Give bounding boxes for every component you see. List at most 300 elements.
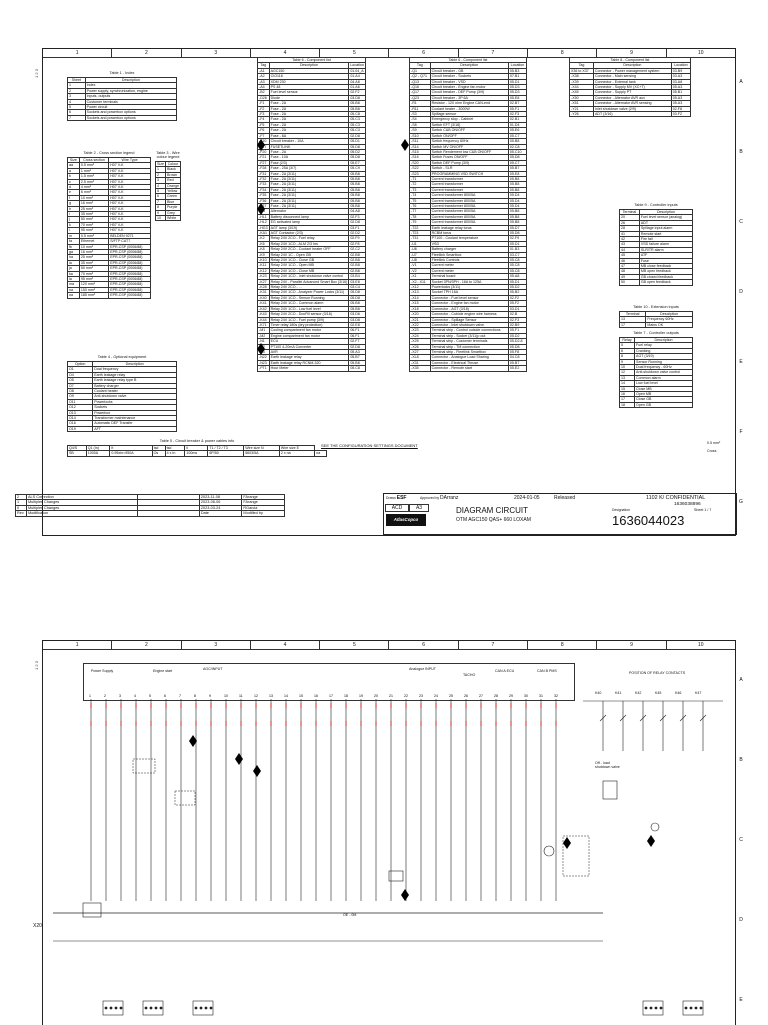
terminal-marker — [301, 703, 302, 708]
table-cell: 95 mm² — [79, 228, 108, 233]
terminal-marker — [121, 703, 122, 708]
table-cell: Connector - AGT (3/18) — [430, 306, 508, 311]
terminal-marker — [436, 703, 437, 708]
revision-cell: 1 — [16, 500, 27, 505]
table-cell: -X14 — [410, 295, 431, 300]
revision-cell: Date — [199, 511, 242, 516]
table-cell: 05.B8 — [508, 176, 526, 181]
table-cell: H07 V-K — [109, 195, 151, 200]
table-cell: O14 — [68, 416, 93, 421]
table-cell: 05.B8 — [349, 306, 366, 311]
relay-label: K47 — [695, 691, 702, 695]
table-cell: 04.A8 — [349, 79, 366, 84]
terminal-number: 10 — [224, 694, 228, 698]
table-cell: Switch Fuses ON/OFF — [430, 155, 508, 160]
terminal-marker — [301, 721, 302, 726]
table-cell: 05.B8 — [349, 182, 366, 187]
table-cell: -Q23 — [410, 95, 431, 100]
table-cell: Connector - Cubicle engine wire harness — [430, 312, 508, 317]
table-cell: Fuse (2/3) — [269, 160, 349, 165]
table-cell: -T1 — [410, 176, 431, 181]
table-cell: H07 V-K — [109, 179, 151, 184]
table-index — [67, 77, 177, 121]
table-cell: Mains OK — [646, 322, 693, 327]
table-cell: EPR-CSP (0006/88) — [109, 266, 151, 271]
table-cell: -F10 — [258, 139, 270, 144]
row-letter: D — [739, 917, 743, 923]
table-cell: Power circuit — [85, 105, 176, 110]
table-cell: Terminal strip - Socket (3/11)p out — [430, 333, 508, 338]
group-can-b: CAN B PMS — [537, 669, 557, 673]
table-header-cell: Size — [68, 158, 80, 163]
table-controller-inputs — [619, 209, 693, 286]
table-cell: Relay 24V 1CO - Low fuel level — [269, 306, 349, 311]
table-cell: 05.F1 — [508, 106, 526, 111]
table-breaker-title: Table 5 - Circuit breaker & power cables info — [159, 439, 235, 443]
terminal-marker — [226, 721, 227, 726]
table-cell: Connector - Fuel level sensor — [430, 295, 508, 300]
table-cell: -S14 — [410, 144, 431, 149]
table-cell: -T2 — [410, 182, 431, 187]
terminal-number: 4 — [134, 694, 136, 698]
table-cell: 05.D8 — [349, 290, 366, 295]
table-cell: 18 — [620, 402, 635, 407]
terminal-screw — [650, 1007, 653, 1010]
terminal-marker — [526, 721, 527, 726]
lamp-symbol — [651, 823, 659, 831]
table-cell: Fuse - 2A (3/11) — [269, 176, 349, 181]
table-cell: -X24 — [410, 333, 431, 338]
table-cell: -T22 — [410, 225, 431, 230]
column-number: 2 — [112, 49, 181, 57]
table-cell: O7 — [68, 383, 93, 388]
relay-contacts-title: POSITION OF RELAY CONTACTS — [629, 671, 686, 675]
table-cell: Low fuel level — [635, 381, 693, 386]
table-cell: 2 — [68, 88, 86, 93]
table-cell: 46 — [620, 258, 640, 263]
table-cell: 10 mm² — [79, 244, 108, 249]
fuse-box — [133, 759, 155, 773]
table-title: Table 8 - Component list — [570, 58, 691, 63]
table-cell: 100ms — [185, 451, 208, 456]
table-cell: H07 V-K — [109, 168, 151, 173]
table-cell: 03.D1 — [508, 306, 526, 311]
relay-coil — [603, 781, 617, 799]
table-cell: 05.C3 — [349, 122, 366, 127]
table-cell: Fuse - 2A (3/11) — [269, 187, 349, 192]
table-cell: Dual frequency — [93, 367, 177, 372]
terminal-marker — [556, 721, 557, 726]
table-cell: Close MB — [635, 386, 693, 391]
table-cell: -K43 — [258, 312, 270, 317]
table-cell: -X12 — [410, 285, 431, 290]
revision-cell: 0 — [16, 505, 27, 510]
terminal-marker — [496, 703, 497, 708]
table-cell: -S8 — [410, 122, 431, 127]
table-cell: 20 — [620, 215, 640, 220]
row-letter: B — [739, 149, 743, 155]
terminal-marker — [106, 703, 107, 708]
table-cell: 05.B7 — [349, 355, 366, 360]
table-cell: O5 — [68, 378, 93, 383]
table-cell: 05.D1 — [508, 79, 526, 84]
table-cell: Anti-shutdown valve — [93, 394, 177, 399]
table-cell: 4 mm² — [79, 185, 108, 190]
table-cell: Fuel relay — [635, 343, 693, 348]
table-cell: 05.E2 — [508, 366, 526, 371]
table-cell: 17 — [620, 397, 635, 402]
table-cell: -U8 — [410, 258, 431, 263]
column-number: 7 — [459, 641, 528, 649]
table-cell: -X18 — [410, 306, 431, 311]
table-cell: 05.B8 — [349, 360, 366, 365]
terminal-number: 28 — [494, 694, 498, 698]
terminal-marker — [136, 703, 137, 708]
table-cell: 1000A — [86, 451, 110, 456]
table-cell: 02.C8 — [508, 144, 526, 149]
table-cell: -X50 — [570, 95, 594, 100]
table-wire-colour — [155, 161, 181, 221]
table-cell: e — [68, 190, 80, 195]
table-cell: -X2...X11 — [410, 279, 431, 284]
table-cell: 5 — [620, 343, 635, 348]
table-row — [410, 366, 527, 371]
table-cell: 9 — [620, 359, 635, 364]
table-cell: 2.5 mm² — [79, 179, 108, 184]
table-cell: -T9 — [410, 220, 431, 225]
table-cell: -T5 — [410, 198, 431, 203]
table-components-3 — [569, 57, 691, 117]
table-cell: 05.B7 — [508, 360, 526, 365]
table-cell: 05.C9 — [349, 166, 366, 171]
table-cell: T1 / T2 / T3 — [208, 446, 244, 451]
table-cell: 02.B7 — [508, 101, 526, 106]
table-cell: Sockets and powerbox options — [85, 110, 176, 115]
table-cell: Switch DEF Pump (3/9) — [430, 160, 508, 165]
table-cell: f — [68, 195, 80, 200]
table-cell: Connector - Alternator AVR sensing — [594, 101, 672, 106]
table-cell: 05.D8 — [349, 155, 366, 160]
table-cell: 02.B8 — [349, 263, 366, 268]
table-cell: Fuse - 2A (3/11) — [269, 193, 349, 198]
table-cell: k — [68, 222, 80, 227]
table-cell: 02.B8 — [349, 252, 366, 257]
table-cell: Cranking — [635, 348, 693, 353]
table-cell: PT100 4-20mA Converter — [269, 344, 349, 349]
table-cell: Battery charger — [93, 383, 177, 388]
terminal-marker — [226, 703, 227, 708]
table-cell: -F2 — [258, 106, 270, 111]
table-cell: Os — [152, 451, 165, 456]
table-cell: 02.D8 — [349, 133, 366, 138]
table-cell: Earth leakage relay torus — [430, 225, 508, 230]
table-cell: -R11 — [410, 106, 431, 111]
table-cell: Switch MV ON/OFF — [430, 144, 508, 149]
table-cell: 05.D2.8 — [508, 339, 526, 344]
table-cell: 05.C3 — [349, 117, 366, 122]
table-cell: -F21 — [258, 155, 270, 160]
table-cell: AVR — [269, 349, 349, 354]
terminal-number: 27 — [479, 694, 483, 698]
terminal-marker — [346, 721, 347, 726]
table-cell: 50 — [620, 280, 640, 285]
table-cell: ECU — [269, 339, 349, 344]
table-cell: O1 — [68, 367, 93, 372]
table-cell: Close GB — [635, 397, 693, 402]
table-cell: Terminal strip - Fleetlink Smartbox — [430, 349, 508, 354]
table-cell: Coolant heater - 3000W — [430, 106, 508, 111]
table-header-cell: Sheet — [68, 78, 86, 83]
table-cell: 6P/50 — [208, 451, 244, 456]
terminal-screw — [655, 1007, 658, 1010]
table-cell: AFT — [93, 426, 177, 431]
revision-cell: 2023-06-06 — [199, 500, 242, 505]
column-number: 8 — [528, 49, 597, 57]
terminal-screw — [155, 1007, 158, 1010]
terminal-number: 23 — [419, 694, 423, 698]
table-cell: -K71 — [258, 322, 270, 327]
table-cell: Sockets — [93, 405, 177, 410]
table-cell: 43 — [620, 242, 640, 247]
column-number: 4 — [251, 49, 320, 57]
drawing-subtitle: OTM AGC150 QAS+ 660 LOXAM — [456, 517, 531, 523]
table-cell: j — [68, 217, 80, 222]
table-cell: 05.C8 — [349, 112, 366, 117]
table-header-cell: Wire Type — [109, 158, 151, 163]
table-cell: -X39 — [570, 79, 594, 84]
table-cell: Transformer maintenance — [93, 416, 177, 421]
table-cell: 10 mm² — [79, 195, 108, 200]
table-cell: 02.B — [508, 312, 526, 317]
terminal-number: 15 — [299, 694, 303, 698]
table-cell: oa — [68, 293, 80, 298]
table-header-cell: Relay — [620, 338, 635, 343]
table-cell: H07 V-K — [109, 201, 151, 206]
table-cell: Powerbox — [93, 410, 177, 415]
shutdown-valve-annotation: Off - load shutdown valve — [595, 761, 620, 769]
table-cell: Engine compartment fan motor — [269, 333, 349, 338]
table-header-cell: Tag — [570, 63, 594, 68]
table-cell: Terminal board — [430, 274, 508, 279]
terminal-marker — [331, 721, 332, 726]
table-cell: ma — [68, 282, 80, 287]
table-cell: Socket 3PN/3PH - 16A to 125A — [430, 279, 508, 284]
table-row — [68, 426, 177, 431]
table-cell: 50 mm² — [79, 217, 108, 222]
table-cell: na — [315, 451, 327, 456]
table-cell: -F33 — [258, 182, 270, 187]
table-cell: 4 — [68, 99, 86, 104]
table-cell: 1 — [156, 167, 166, 172]
table-cell: Circuit breaker - GB — [430, 68, 508, 73]
table-cell: Connector - Power management system — [594, 68, 672, 73]
table-cell: -V1 — [410, 263, 431, 268]
table-cell: -X15 — [410, 301, 431, 306]
brand-logo: AtlasCopco — [386, 514, 426, 526]
table-header-cell: Location — [508, 63, 526, 68]
terminal-marker — [436, 721, 437, 726]
table-cell: ADT — [639, 220, 692, 225]
table-cell: ja — [68, 266, 80, 271]
table-cell: 05.D1 — [508, 241, 526, 246]
terminal-marker — [451, 721, 452, 726]
table-cell: 01.04_A — [350, 68, 364, 73]
terminal-marker — [181, 703, 182, 708]
terminal-marker — [541, 721, 542, 726]
table-cell: Current meter — [430, 263, 508, 268]
table-cell: -F28 — [258, 166, 270, 171]
table-cell: -S4 — [410, 117, 431, 122]
table-cell: 16 — [620, 392, 635, 397]
table-cell: c — [68, 179, 80, 184]
table-cell: -X22 — [410, 322, 431, 327]
table-cell: Remote start — [639, 231, 692, 236]
table-cell: XDM 230 — [269, 79, 349, 84]
revision-cell: Modified by — [242, 511, 285, 516]
table-cell: 1.5 mm² — [79, 174, 108, 179]
table-cell: 03.C4 — [349, 285, 366, 290]
table-header-cell: Description — [93, 362, 177, 367]
table-cell: 02.F9 — [508, 236, 526, 241]
column-number: 9 — [597, 49, 666, 57]
row-letter: A — [739, 79, 743, 85]
table-cell: Fuse - 2A (3/11) — [269, 198, 349, 203]
table-cell: -N22 — [258, 355, 270, 360]
table-cell: -T23 — [410, 231, 431, 236]
table-cell: O4 — [68, 372, 93, 377]
table-cell: Hour Meter — [269, 366, 349, 371]
table-cell: 42 — [620, 237, 640, 242]
table-cell: -K44 — [258, 317, 270, 322]
table-cell: -S3 — [410, 112, 431, 117]
table-cell: 6 — [620, 348, 635, 353]
table-cell: 05.B8 — [508, 182, 526, 187]
table-cell: 15 — [620, 386, 635, 391]
table-cell: 02.B1 — [508, 117, 526, 122]
column-number: 9 — [597, 641, 666, 649]
table-cell: 03.A3 — [671, 74, 690, 79]
table-cell: 120 mm² — [79, 282, 108, 287]
table-cell: 150 mm² — [79, 287, 108, 292]
table-cell: -F37 — [258, 203, 270, 208]
table-cell: Fuse - 2A (3/11) — [269, 171, 349, 176]
table-header-cell: Tag — [410, 63, 431, 68]
margin-label: 1 2 3 — [34, 69, 39, 78]
table-cell: -K9 — [258, 252, 270, 257]
table-cell: 03.F1 — [349, 225, 366, 230]
table-cell: Current transformer — [430, 182, 508, 187]
table-header-cell: Description — [646, 312, 693, 317]
table-cell: 03.D8 — [349, 317, 366, 322]
terminal-marker — [346, 703, 347, 708]
row-letter: F — [739, 429, 743, 435]
table-cell: -X27 — [410, 349, 431, 354]
table-cell: 05.B8 — [349, 187, 366, 192]
column-number: 10 — [698, 50, 704, 56]
drawn-label: Drawn — [386, 496, 396, 500]
terminal-marker — [361, 721, 362, 726]
terminal-marker — [451, 703, 452, 708]
table-cell: -HG3 — [259, 225, 268, 230]
table-header-cell: Description — [639, 210, 692, 215]
table-cell: ha — [68, 255, 80, 260]
table-cell: 35 mm² — [79, 212, 108, 217]
table-cell: 04.A8 — [349, 209, 366, 214]
table-cell: 05.D4 — [508, 198, 526, 203]
table-cell: Switch - SLR — [430, 166, 508, 171]
table-cell: Fuse - 2A — [269, 106, 349, 111]
table-cell: 25 mm² — [79, 206, 108, 211]
table-cell: Q1 (In) — [86, 446, 110, 451]
table-cell: Orange — [167, 183, 179, 188]
schematic-diagram — [43, 641, 735, 1025]
table-cell: Diode — [269, 95, 349, 100]
wire-note: OE - 0M — [343, 913, 357, 917]
table-cell: Relay 24V 1CO - Sensor Running — [269, 295, 349, 300]
table-cell: -U6 — [410, 247, 431, 252]
table-header-cell: Location — [350, 63, 364, 68]
table-cell: 02.D8 — [349, 344, 366, 349]
relay-label: K42 — [635, 691, 642, 695]
row-letter: D — [739, 289, 743, 295]
table-cell: 03.F2 — [671, 112, 690, 117]
table-cell: 8 — [156, 205, 166, 210]
table-cell: 05.D1 — [349, 139, 366, 144]
table-cell: AGT Contactor (2/3) — [269, 231, 349, 236]
table-cell: O13 — [68, 410, 93, 415]
table-wire-colour-title: Table 3 - Wire colour legend — [156, 151, 180, 159]
terminal-marker — [481, 721, 482, 726]
terminal-number: 5 — [149, 694, 151, 698]
table-cell: 70 mm² — [79, 222, 108, 227]
table-cell: 7 — [156, 199, 166, 204]
drawing-title: DIAGRAM CIRCUIT — [456, 506, 528, 515]
table-cell: Earth leakage relay type B — [93, 378, 177, 383]
table-cell: Circuit breaker - DEF Pump (3/9) — [430, 90, 508, 95]
table-cell: 95 mm² — [79, 276, 108, 281]
table-header-cell: Size — [157, 162, 164, 166]
table-cell: 02.B8 — [349, 268, 366, 273]
table-cell: ga — [68, 249, 80, 254]
table-cell: Relay 24V 1CO - Common alarm — [269, 301, 349, 306]
table-cell: VSD failure alarm — [639, 242, 692, 247]
table-cell: 4 — [156, 183, 166, 188]
table-cell: Earth leakage relay — [269, 355, 349, 360]
table-cell: Terminal strip - TM connection — [430, 344, 508, 349]
table-cell: Fuse - 2A — [269, 122, 349, 127]
table-cell: 05.D2 — [349, 149, 366, 154]
table-cell: Circuit breaker - Sockets — [430, 74, 508, 79]
table-cell: Fuse - 2A (3/11) — [269, 182, 349, 187]
table-row — [620, 322, 693, 327]
table-header-cell: Description — [635, 338, 693, 343]
table-cell: O12 — [68, 405, 93, 410]
terminal-marker — [166, 703, 167, 708]
table-cell: 02.F9 — [349, 236, 366, 241]
table-cell: Sockets and powerbox options — [85, 115, 176, 120]
table-cell: -XL8 — [410, 355, 431, 360]
terminal-screw — [110, 1007, 113, 1010]
table-index-title: Table 1 - Index — [109, 71, 135, 75]
table-cell: 6 — [68, 110, 86, 115]
table-cell: 5603/5A — [244, 451, 280, 456]
table-cell: Isd — [152, 446, 165, 451]
revision-cell: Multiples Changes — [26, 500, 137, 505]
table-cell: 3 — [156, 178, 166, 183]
table-cell: 05.A3 — [349, 349, 366, 354]
table-cell: Cooling compartment fan motor — [269, 328, 349, 333]
terminal-number: 25 — [449, 694, 453, 698]
